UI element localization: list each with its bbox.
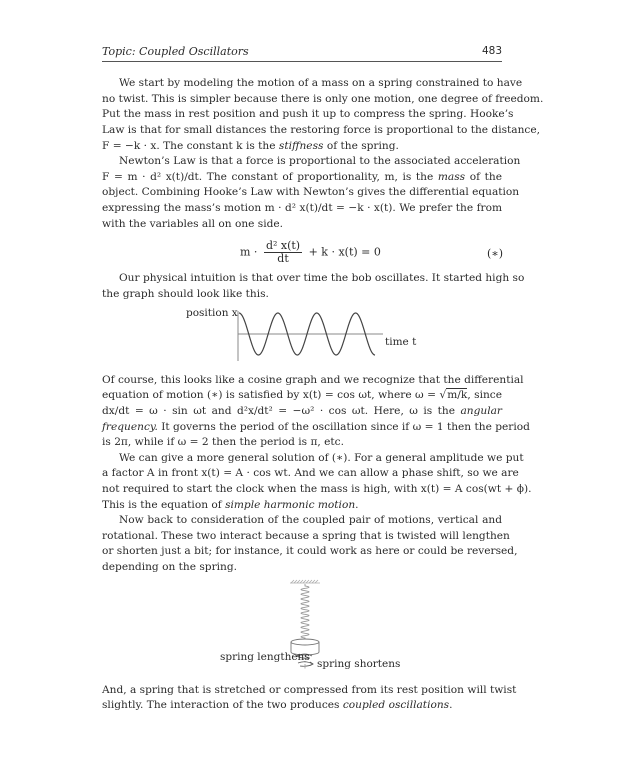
emphasis: coupled oscillations [342, 699, 450, 711]
fraction-denominator: dt [277, 252, 289, 265]
text-span: of the [465, 171, 502, 183]
text-line: not required to start the clock when the mass is high, with x(t) = A cos(wt + ϕ). [102, 483, 532, 495]
text-line: depending on the spring. [102, 561, 237, 573]
equation-tag: (∗) [487, 247, 504, 260]
text-span: of the spring. [323, 140, 399, 152]
sqrt-radicand: m/k [447, 389, 468, 401]
page-number: 483 [481, 45, 502, 57]
text-span: F = −k · x. The constant k is the [102, 140, 279, 152]
emphasis: stiffness [278, 140, 324, 152]
spring-coil [301, 584, 309, 639]
text-line: or shorten just a bit; for instance, it could work as here or could be reversed, [102, 545, 518, 557]
text-line: Our physical intuition is that over time the bob oscillates. It started high so [119, 272, 525, 284]
emphasis: simple harmonic motion [225, 499, 356, 511]
text-line: Of course, this looks like a cosine graph and we recognize that the differential [102, 374, 524, 386]
text-line: Now back to consideration of the coupled pair of motions, vertical and [119, 514, 502, 526]
text-line [102, 388, 502, 402]
text-line: Put the mass in rest position and push it up to compress the spring. Hooke’s [102, 108, 514, 120]
text-line: expressing the mass’s motion m · d² x(t)/dt = −k · x(t). We prefer the from [102, 202, 502, 214]
equation-rhs: + k · x(t) = 0 [308, 245, 381, 259]
label-spring-shortens: spring shortens [317, 658, 401, 670]
text-line [102, 420, 530, 434]
text-span: equation of motion (∗) is satisfied by x(t) = cos ωt, where ω = √ [102, 389, 447, 401]
text-line: a factor A in front x(t) = A · cos wt. And we can allow a phase shift, so we are [102, 467, 519, 479]
x-axis-label: time t [385, 336, 417, 348]
text-line: with the variables all on one side. [102, 218, 284, 230]
text-line [102, 404, 502, 418]
text-span: slightly. The interaction of the two produces [102, 699, 343, 711]
ceiling-hatch [290, 580, 320, 583]
y-axis-label: position x [186, 307, 238, 319]
text-line: object. Combining Hooke’s Law with Newton’s gives the differential equation [102, 186, 520, 198]
text-line: Law is that for small distances the restoring force is proportional to the distance, [102, 124, 541, 136]
emphasis: angular [460, 405, 502, 417]
text-line: We start by modeling the motion of a mass on a spring constrained to have [119, 77, 523, 89]
text-span: This is the equation of [102, 499, 226, 511]
cosine-graph [230, 305, 390, 367]
text-line [102, 139, 502, 153]
text-line: We can give a more general solution of (∗). For a general amplitude we put [119, 452, 524, 464]
label-spring-lengthens: spring lengthens [220, 651, 310, 663]
text-span: , since [467, 389, 502, 401]
text-line: no twist. This is simpler because there is only one motion, one degree of freedom. [102, 93, 544, 105]
fraction-numerator: d² x(t) [265, 239, 301, 252]
display-equation [240, 240, 381, 270]
text-span: . [355, 499, 359, 511]
text-line [102, 170, 502, 184]
text-line: Newton’s Law is that a force is proportional to the associated acceleration [119, 155, 521, 167]
emphasis: frequency. [102, 421, 158, 433]
text-line: rotational. These two interact because a spring that is twisted will lengthen [102, 530, 510, 542]
header-title: Topic: Coupled Oscillators [102, 45, 249, 58]
text-line [102, 698, 502, 712]
emphasis: mass [437, 171, 466, 183]
equation-lhs: m · [240, 245, 258, 259]
equation-fraction [264, 240, 302, 265]
text-span: F = m · d² x(t)/dt. The constant of proportionality, m, is the [102, 171, 438, 183]
text-span: It governs the period of the oscillation since if ω = 1 then the period [157, 421, 530, 433]
text-span: . [449, 699, 453, 711]
text-line: And, a spring that is stretched or compressed from its rest position will twist [102, 684, 517, 696]
text-line [102, 498, 502, 512]
text-line: the graph should look like this. [102, 288, 269, 300]
text-span: dx/dt = ω · sin ωt and d²x/dt² = −ω² · cos ωt. Here, ω is the [102, 405, 461, 417]
text-line: is 2π, while if ω = 2 then the period is π, etc. [102, 436, 344, 448]
running-header [102, 44, 502, 62]
